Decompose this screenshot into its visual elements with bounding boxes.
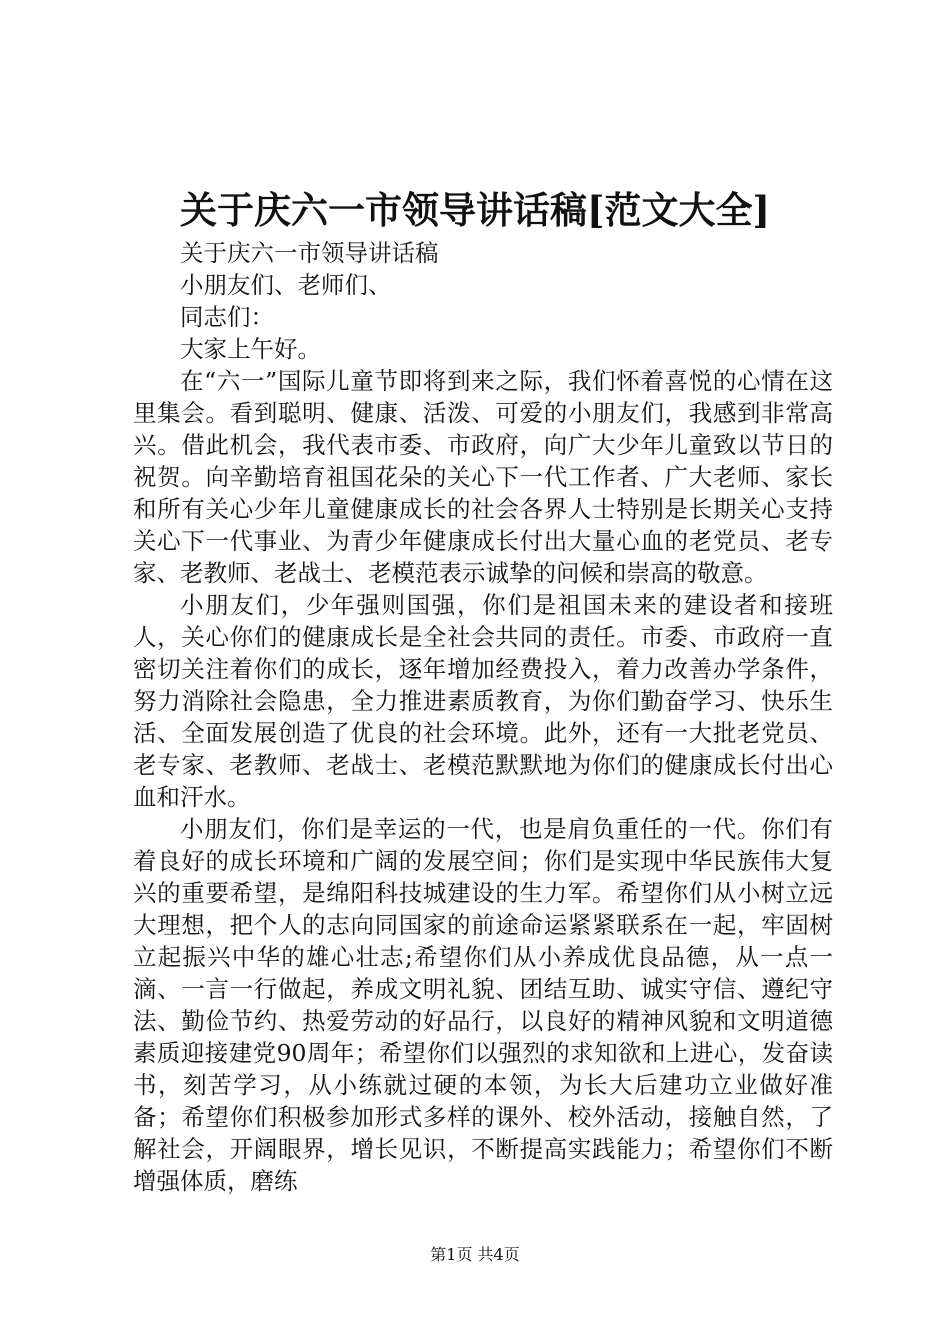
- paragraph-greeting: 大家上午好。: [180, 335, 321, 363]
- paragraph-2: 小朋友们，少年强则国强，你们是祖国未来的建设者和接班人，关心你们的健康成长是全社会共同的责任。市委、市政府一直密切关注着你们的成长，逐年增加经费投入，着力改善办学条件，努力消除社会隐患，全力推进素质教育，为你们勤奋学习、快乐生活、全面发展创造了优良的社会环境。此外，还有一大批老党员、老专家、老教师、老战士、老模范默默地为你们的健康成长付出心血和汗水。: [133, 591, 833, 811]
- page-footer: 第1页 共4页: [430, 1245, 520, 1264]
- document-title: 关于庆六一市领导讲话稿[范文大全]: [179, 188, 770, 232]
- paragraph-3: 小朋友们，你们是幸运的一代，也是肩负重任的一代。你们有着良好的成长环境和广阔的发展空间；你们是实现中华民族伟大复兴的重要希望，是绵阳科技城建设的生力军。希望你们从小树立远大理想，把个人的志向同国家的前途命运紧紧联系在一起，牢固树立起振兴中华的雄心壮志;希望你们从小养成优良品德，从一点一滴、一言一行做起，养成文明礼貌、团结互助、诚实守信、遵纪守法、勤俭节约、热爱劳动的好品行，以良好的精神风貌和文明道德素质迎接建党90周年；希望你们以强烈的求知欲和上进心，发奋读书，刻苦学习，从小练就过硬的本领，为长大后建功立业做好准备；希望你们积极参加形式多样的课外、校外活动，接触自然，了解社会，开阔眼界，增长见识，不断提高实践能力；希望你们不断增强体质，磨练: [133, 815, 833, 1195]
- paragraph-1: 在“六一”国际儿童节即将到来之际，我们怀着喜悦的心情在这里集会。看到聪明、健康、活泼、可爱的小朋友们，我感到非常高兴。借此机会，我代表市委、市政府，向广大少年儿童致以节日的祝贺。向辛勤培育祖国花朵的关心下一代工作者、广大老师、家长和所有关心少年儿童健康成长的社会各界人士特别是长期关心支持关心下一代事业、为青少年健康成长付出大量心血的老党员、老专家、老教师、老战士、老模范表示诚挚的问候和崇高的敬意。: [133, 367, 833, 587]
- document-body: [133, 237, 833, 1197]
- paragraph-salutation-2: 同志们：: [180, 303, 274, 331]
- paragraph-heading: 关于庆六一市领导讲话稿: [180, 239, 439, 267]
- paragraph-salutation-1: 小朋友们、老师们、: [180, 271, 392, 299]
